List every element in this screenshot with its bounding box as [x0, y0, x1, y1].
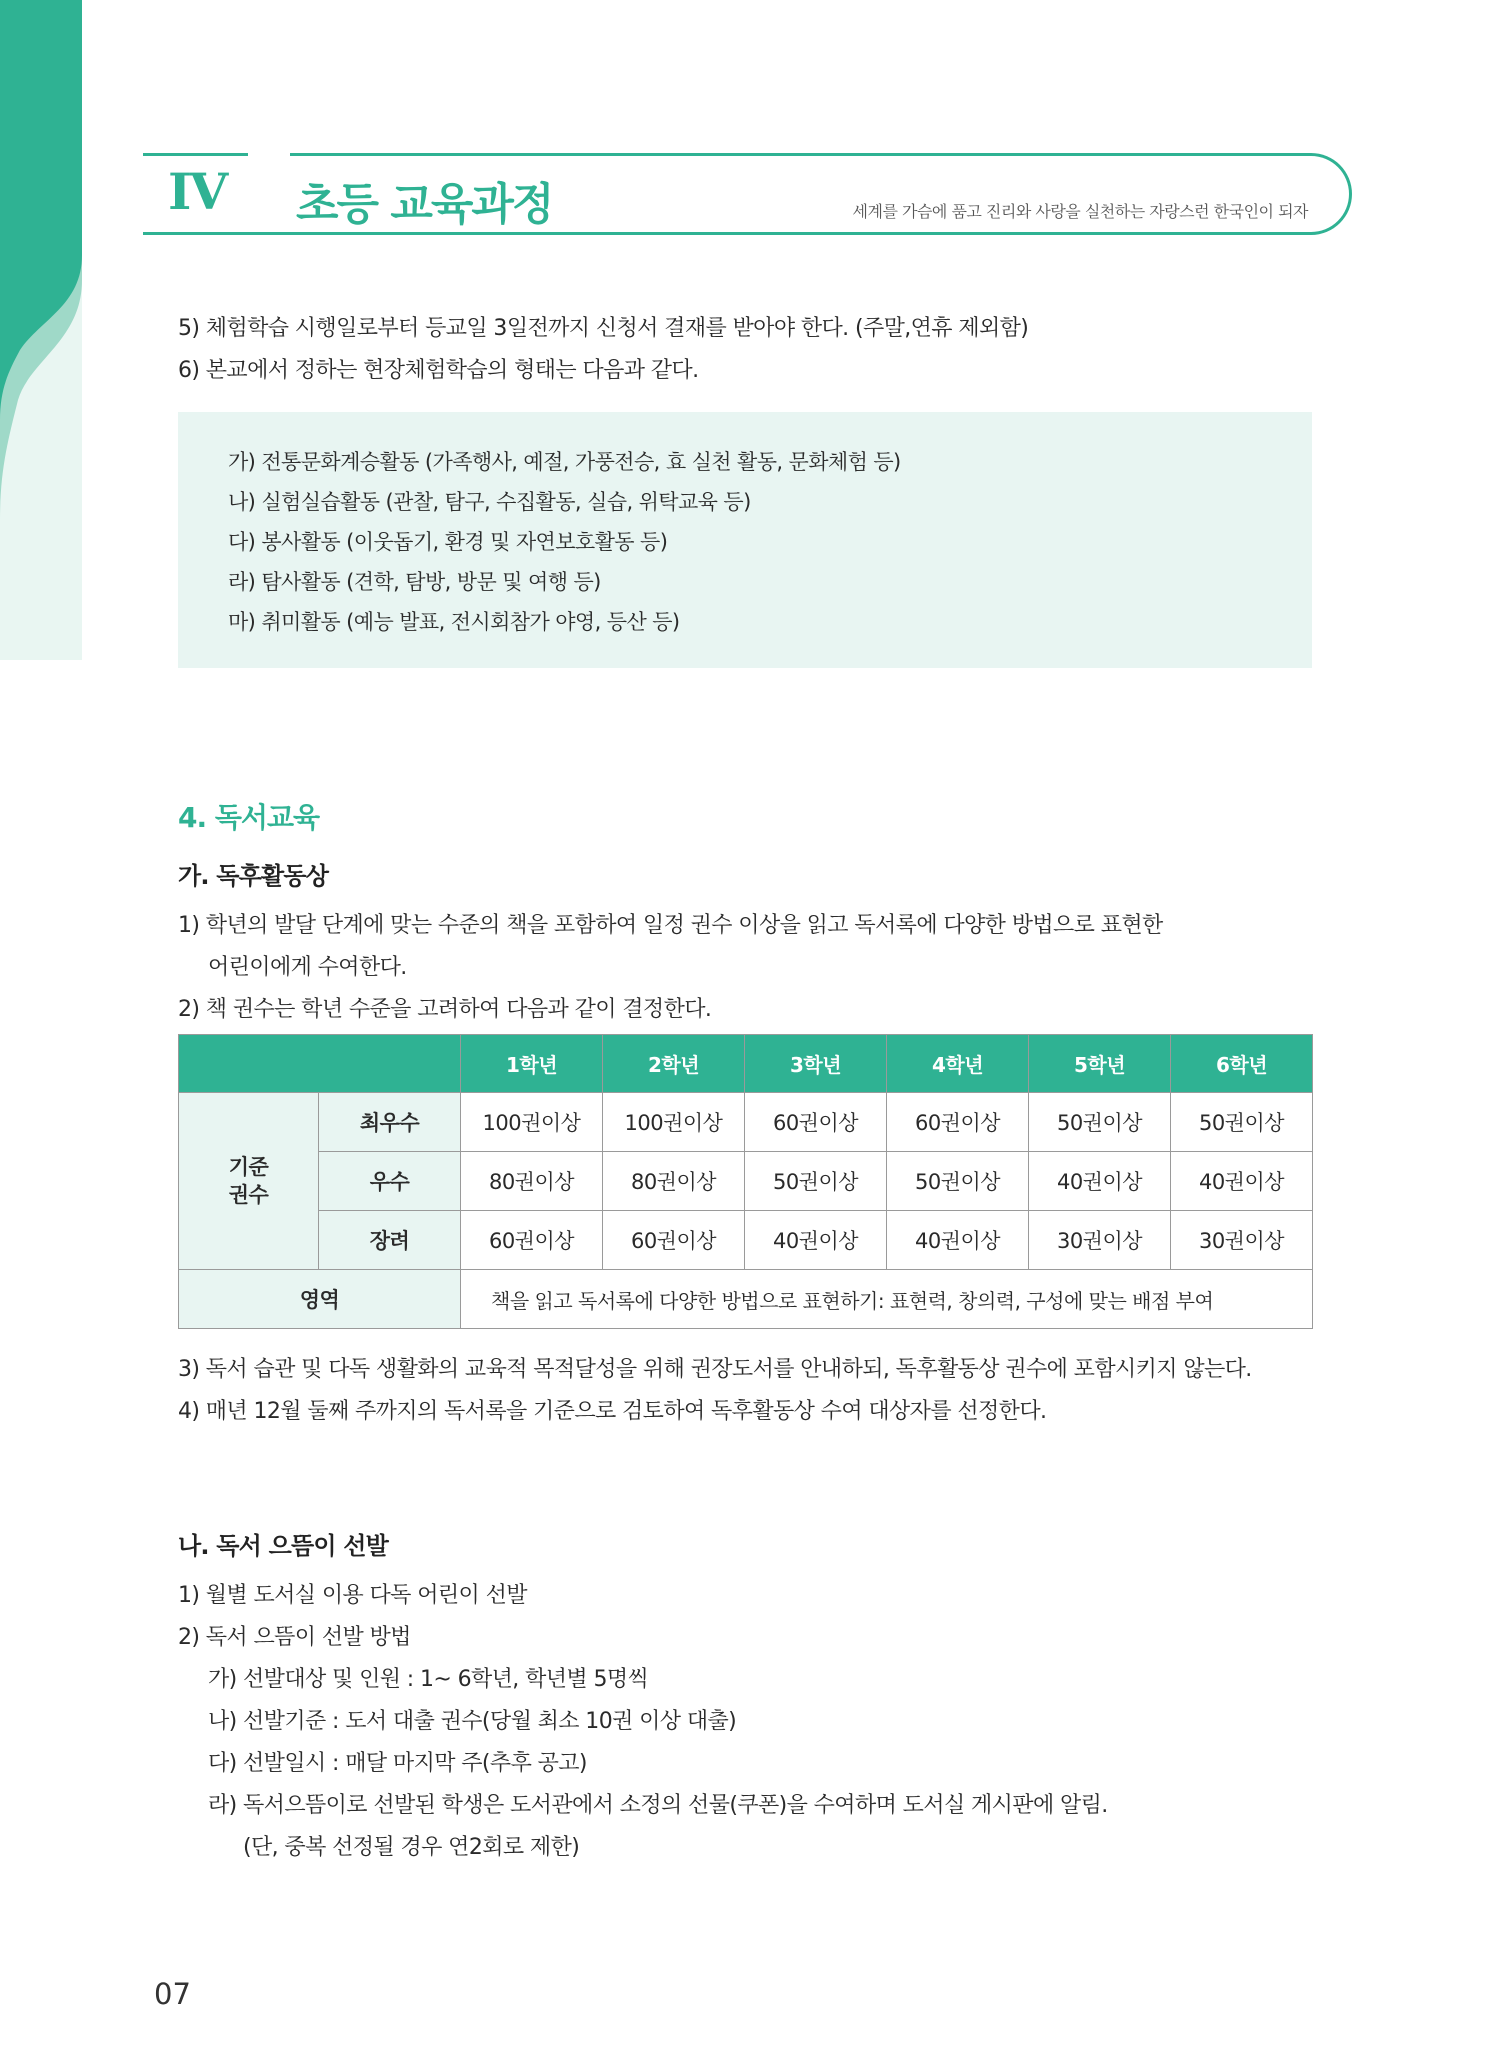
- table-header-row: [179, 1035, 1313, 1093]
- activity-type-box: [178, 412, 1312, 668]
- paragraph-line: 가) 선발대상 및 인원 : 1~ 6학년, 학년별 5명씩: [208, 1667, 649, 1692]
- table-cell: 30권이상: [1171, 1211, 1313, 1270]
- group-label: 기준 권수: [179, 1093, 319, 1270]
- table-corner-cell: [179, 1035, 461, 1093]
- table-cell: 60권이상: [887, 1093, 1029, 1152]
- header-rule-bottom: [143, 232, 303, 235]
- table-cell: 30권이상: [1029, 1211, 1171, 1270]
- activity-item: 다) 봉사활동 (이웃돕기, 환경 및 자연보호활동 등): [228, 530, 668, 554]
- row-label: 장려: [319, 1211, 461, 1270]
- section-title: 4. 독서교육: [178, 801, 320, 834]
- subsection-title-b: 나. 독서 으뜸이 선발: [178, 1532, 389, 1560]
- activity-item: 마) 취미활동 (예능 발표, 전시회참가 야영, 등산 등): [228, 610, 680, 634]
- row-label: 최우수: [319, 1093, 461, 1152]
- activity-item: 라) 탐사활동 (견학, 탐방, 방문 및 여행 등): [228, 570, 601, 594]
- table-cell: 100권이상: [603, 1093, 745, 1152]
- subsection-title-a: 가. 독후활동상: [178, 862, 329, 890]
- table-row: [179, 1270, 1313, 1329]
- paragraph-line: 나) 선발기준 : 도서 대출 권수(당월 최소 10권 이상 대출): [208, 1709, 737, 1734]
- table-cell: 60권이상: [603, 1211, 745, 1270]
- chapter-title: 초등 교육과정: [296, 179, 553, 230]
- intro-line-6: 6) 본교에서 정하는 현장체험학습의 형태는 다음과 같다.: [178, 358, 699, 383]
- grade-header: 2학년: [603, 1035, 745, 1093]
- chapter-number: IV: [168, 162, 227, 221]
- intro-line-5: 5) 체험학습 시행일로부터 등교일 3일전까지 신청서 결재를 받아야 한다. (주말,연휴 제외함): [178, 316, 1029, 341]
- table-cell: 50권이상: [887, 1152, 1029, 1211]
- table-cell: 50권이상: [1029, 1093, 1171, 1152]
- activity-item: 가) 전통문화계승활동 (가족행사, 예절, 가풍전승, 효 실천 활동, 문화체험 등): [228, 450, 901, 474]
- paragraph-line: 2) 책 권수는 학년 수준을 고려하여 다음과 같이 결정한다.: [178, 997, 712, 1022]
- paragraph-line: 1) 학년의 발달 단계에 맞는 수준의 책을 포함하여 일정 권수 이상을 읽고 독서록에 다양한 방법으로 표현한: [178, 913, 1163, 938]
- paragraph-line: (단, 중복 선정될 경우 연2회로 제한): [243, 1835, 580, 1860]
- table-cell: 50권이상: [745, 1152, 887, 1211]
- table-cell: 40권이상: [1171, 1152, 1313, 1211]
- paragraph-line: 4) 매년 12월 둘째 주까지의 독서록을 기준으로 검토하여 독후활동상 수여 대상자를 선정한다.: [178, 1399, 1047, 1424]
- area-description: 책을 읽고 독서록에 다양한 방법으로 표현하기: 표현력, 창의력, 구성에 맞는 배점 부여: [461, 1270, 1313, 1329]
- paragraph-line: 라) 독서으뜸이로 선발된 학생은 도서관에서 소정의 선물(쿠폰)을 수여하며 도서실 게시판에 알림.: [208, 1793, 1108, 1818]
- paragraph-line: 1) 월별 도서실 이용 다독 어린이 선발: [178, 1583, 527, 1608]
- paragraph-line: 다) 선발일시 : 매달 마지막 주(추후 공고): [208, 1751, 587, 1776]
- reading-award-table: [178, 1034, 1313, 1329]
- table-row: [179, 1093, 1313, 1152]
- paragraph-line: 어린이에게 수여한다.: [208, 955, 407, 980]
- side-decoration: [0, 0, 82, 660]
- paragraph-line: 3) 독서 습관 및 다독 생활화의 교육적 목적달성을 위해 권장도서를 안내하되, 독후활동상 권수에 포함시키지 않는다.: [178, 1357, 1252, 1382]
- table-cell: 40권이상: [1029, 1152, 1171, 1211]
- paragraph-line: 2) 독서 으뜸이 선발 방법: [178, 1625, 411, 1650]
- table-cell: 80권이상: [461, 1152, 603, 1211]
- table-cell: 60권이상: [461, 1211, 603, 1270]
- header-rule-left: [143, 153, 248, 156]
- grade-header: 1학년: [461, 1035, 603, 1093]
- grade-header: 5학년: [1029, 1035, 1171, 1093]
- school-motto: 세계를 가슴에 품고 진리와 사랑을 실천하는 자랑스런 한국인이 되자: [852, 202, 1308, 221]
- table-cell: 50권이상: [1171, 1093, 1313, 1152]
- table-cell: 60권이상: [745, 1093, 887, 1152]
- area-label: 영역: [179, 1270, 461, 1329]
- table-cell: 80권이상: [603, 1152, 745, 1211]
- grade-header: 3학년: [745, 1035, 887, 1093]
- table-row: [179, 1152, 1313, 1211]
- table-cell: 40권이상: [745, 1211, 887, 1270]
- table-cell: 100권이상: [461, 1093, 603, 1152]
- table-cell: 40권이상: [887, 1211, 1029, 1270]
- page-number: 07: [154, 1977, 191, 2011]
- grade-header: 6학년: [1171, 1035, 1313, 1093]
- activity-item: 나) 실험실습활동 (관찰, 탐구, 수집활동, 실습, 위탁교육 등): [228, 490, 751, 514]
- row-label: 우수: [319, 1152, 461, 1211]
- table-row: [179, 1211, 1313, 1270]
- grade-header: 4학년: [887, 1035, 1029, 1093]
